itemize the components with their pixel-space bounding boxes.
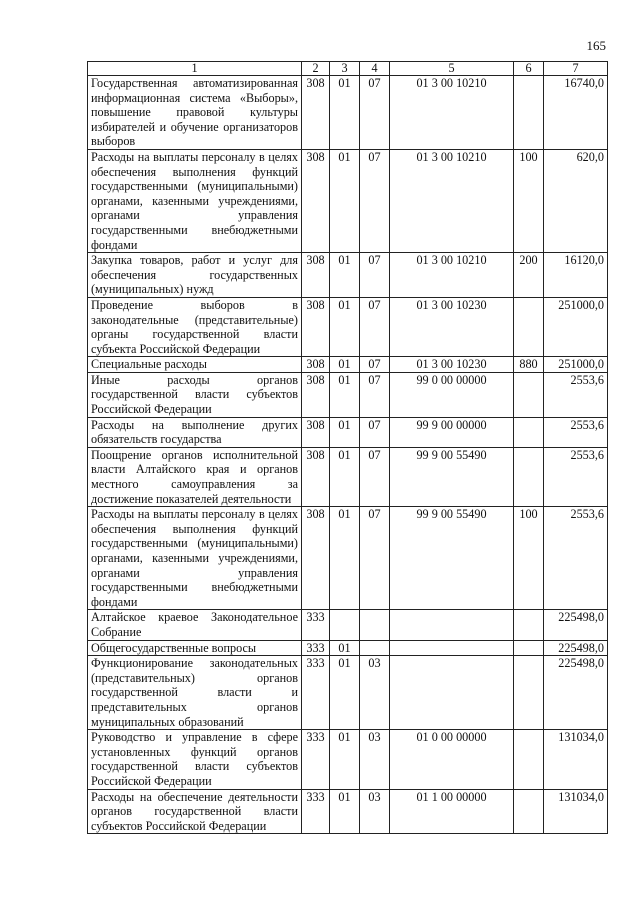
row-pr-cell: 07 (360, 253, 390, 298)
row-rz-cell: 01 (330, 656, 360, 730)
row-rz-cell: 01 (330, 372, 360, 417)
row-csr-cell: 99 0 00 00000 (390, 372, 514, 417)
row-pr-cell: 07 (360, 357, 390, 373)
row-rz-cell: 01 (330, 640, 360, 656)
row-pr-cell: 07 (360, 372, 390, 417)
column-header: 2 (302, 62, 330, 76)
row-csr-cell: 99 9 00 55490 (390, 507, 514, 610)
table-row (88, 76, 608, 150)
row-sum-cell: 2553,6 (544, 447, 608, 506)
row-ved-cell: 308 (302, 253, 330, 298)
row-ved-cell: 308 (302, 372, 330, 417)
row-csr-cell: 99 9 00 00000 (390, 417, 514, 447)
column-header: 4 (360, 62, 390, 76)
row-sum-cell: 2553,6 (544, 507, 608, 610)
table-header-row (88, 62, 608, 76)
table-row (88, 149, 608, 252)
row-ved-cell: 333 (302, 656, 330, 730)
row-rz-cell: 01 (330, 297, 360, 356)
row-csr-cell: 01 0 00 00000 (390, 730, 514, 789)
row-sum-cell: 225498,0 (544, 610, 608, 640)
row-name-cell: Закупка товаров, работ и услуг для обеспечения государственных (муниципальных) нужд (88, 253, 302, 298)
row-csr-cell: 01 3 00 10230 (390, 357, 514, 373)
table-row (88, 417, 608, 447)
row-vr-cell (514, 640, 544, 656)
table-row (88, 656, 608, 730)
row-ved-cell: 308 (302, 447, 330, 506)
table-row (88, 357, 608, 373)
row-csr-cell (390, 656, 514, 730)
row-pr-cell: 07 (360, 447, 390, 506)
row-name-cell: Иные расходы органов государственной власти субъектов Российской Федерации (88, 372, 302, 417)
row-vr-cell (514, 610, 544, 640)
row-pr-cell: 03 (360, 789, 390, 834)
row-pr-cell: 03 (360, 656, 390, 730)
row-rz-cell: 01 (330, 149, 360, 252)
row-pr-cell: 03 (360, 730, 390, 789)
row-ved-cell: 308 (302, 417, 330, 447)
row-csr-cell: 01 3 00 10210 (390, 76, 514, 150)
row-name-cell: Специальные расходы (88, 357, 302, 373)
row-csr-cell (390, 610, 514, 640)
row-csr-cell: 99 9 00 55490 (390, 447, 514, 506)
row-vr-cell (514, 730, 544, 789)
row-csr-cell: 01 1 00 00000 (390, 789, 514, 834)
row-name-cell: Поощрение органов исполнительной власти Алтайского края и органов местного самоуправления за достижение показателей деятельности (88, 447, 302, 506)
row-sum-cell: 251000,0 (544, 297, 608, 356)
row-csr-cell: 01 3 00 10210 (390, 253, 514, 298)
row-ved-cell: 308 (302, 149, 330, 252)
table-row (88, 372, 608, 417)
row-pr-cell: 07 (360, 297, 390, 356)
row-vr-cell: 880 (514, 357, 544, 373)
row-vr-cell (514, 656, 544, 730)
row-rz-cell: 01 (330, 417, 360, 447)
row-rz-cell: 01 (330, 730, 360, 789)
row-sum-cell: 620,0 (544, 149, 608, 252)
row-name-cell: Функционирование законодательных (представительных) органов государственной власти и представительных органов муниципальных образований (88, 656, 302, 730)
row-name-cell: Расходы на выполнение других обязательств государства (88, 417, 302, 447)
row-name-cell: Проведение выборов в законодательные (представительные) органы государственной власти субъекта Российской Федерации (88, 297, 302, 356)
row-sum-cell: 251000,0 (544, 357, 608, 373)
row-ved-cell: 333 (302, 730, 330, 789)
row-pr-cell: 07 (360, 76, 390, 150)
row-vr-cell: 200 (514, 253, 544, 298)
row-sum-cell: 225498,0 (544, 656, 608, 730)
row-pr-cell: 07 (360, 417, 390, 447)
row-vr-cell (514, 447, 544, 506)
row-ved-cell: 333 (302, 610, 330, 640)
row-rz-cell: 01 (330, 253, 360, 298)
row-rz-cell: 01 (330, 357, 360, 373)
row-ved-cell: 333 (302, 640, 330, 656)
row-vr-cell (514, 297, 544, 356)
row-sum-cell: 16120,0 (544, 253, 608, 298)
row-ved-cell: 308 (302, 357, 330, 373)
table-row (88, 253, 608, 298)
row-name-cell: Руководство и управление в сфере установленных функций органов государственной власти субъектов Российской Федерации (88, 730, 302, 789)
row-name-cell: Государственная автоматизированная информационная система «Выборы», повышение правовой культуры избирателей и обучение организаторов выборов (88, 76, 302, 150)
row-ved-cell: 308 (302, 507, 330, 610)
row-name-cell: Расходы на выплаты персоналу в целях обеспечения выполнения функций государственными (муниципальными) органами, казенными учреждениями, органами управления государственными внебюджетными фондами (88, 149, 302, 252)
row-vr-cell: 100 (514, 149, 544, 252)
row-sum-cell: 2553,6 (544, 372, 608, 417)
table-row (88, 730, 608, 789)
row-rz-cell: 01 (330, 507, 360, 610)
row-rz-cell (330, 610, 360, 640)
row-pr-cell: 07 (360, 149, 390, 252)
row-ved-cell: 333 (302, 789, 330, 834)
table-row (88, 789, 608, 834)
row-sum-cell: 16740,0 (544, 76, 608, 150)
row-sum-cell: 2553,6 (544, 417, 608, 447)
table-body (88, 76, 608, 834)
row-name-cell: Общегосударственные вопросы (88, 640, 302, 656)
row-csr-cell: 01 3 00 10230 (390, 297, 514, 356)
table-row (88, 447, 608, 506)
column-header: 1 (88, 62, 302, 76)
row-name-cell: Алтайское краевое Законодательное Собрание (88, 610, 302, 640)
row-rz-cell: 01 (330, 789, 360, 834)
row-sum-cell: 131034,0 (544, 730, 608, 789)
table-row (88, 610, 608, 640)
row-pr-cell (360, 640, 390, 656)
row-sum-cell: 131034,0 (544, 789, 608, 834)
table-row (88, 297, 608, 356)
row-vr-cell (514, 789, 544, 834)
column-header: 7 (544, 62, 608, 76)
row-rz-cell: 01 (330, 76, 360, 150)
row-rz-cell: 01 (330, 447, 360, 506)
column-header: 3 (330, 62, 360, 76)
row-vr-cell (514, 372, 544, 417)
row-vr-cell (514, 76, 544, 150)
row-csr-cell: 01 3 00 10210 (390, 149, 514, 252)
row-ved-cell: 308 (302, 76, 330, 150)
row-csr-cell (390, 640, 514, 656)
row-pr-cell (360, 610, 390, 640)
row-ved-cell: 308 (302, 297, 330, 356)
row-pr-cell: 07 (360, 507, 390, 610)
column-header: 5 (390, 62, 514, 76)
budget-table (87, 61, 608, 834)
row-vr-cell (514, 417, 544, 447)
table-row (88, 640, 608, 656)
column-header: 6 (514, 62, 544, 76)
table-row (88, 507, 608, 610)
row-name-cell: Расходы на обеспечение деятельности органов государственной власти субъектов Российской Федерации (88, 789, 302, 834)
page-number: 165 (586, 38, 606, 53)
row-sum-cell: 225498,0 (544, 640, 608, 656)
row-vr-cell: 100 (514, 507, 544, 610)
row-name-cell: Расходы на выплаты персоналу в целях обеспечения выполнения функций государственными (муниципальными) органами, казенными учреждениями, органами управления государственными внебюджетными фондами (88, 507, 302, 610)
